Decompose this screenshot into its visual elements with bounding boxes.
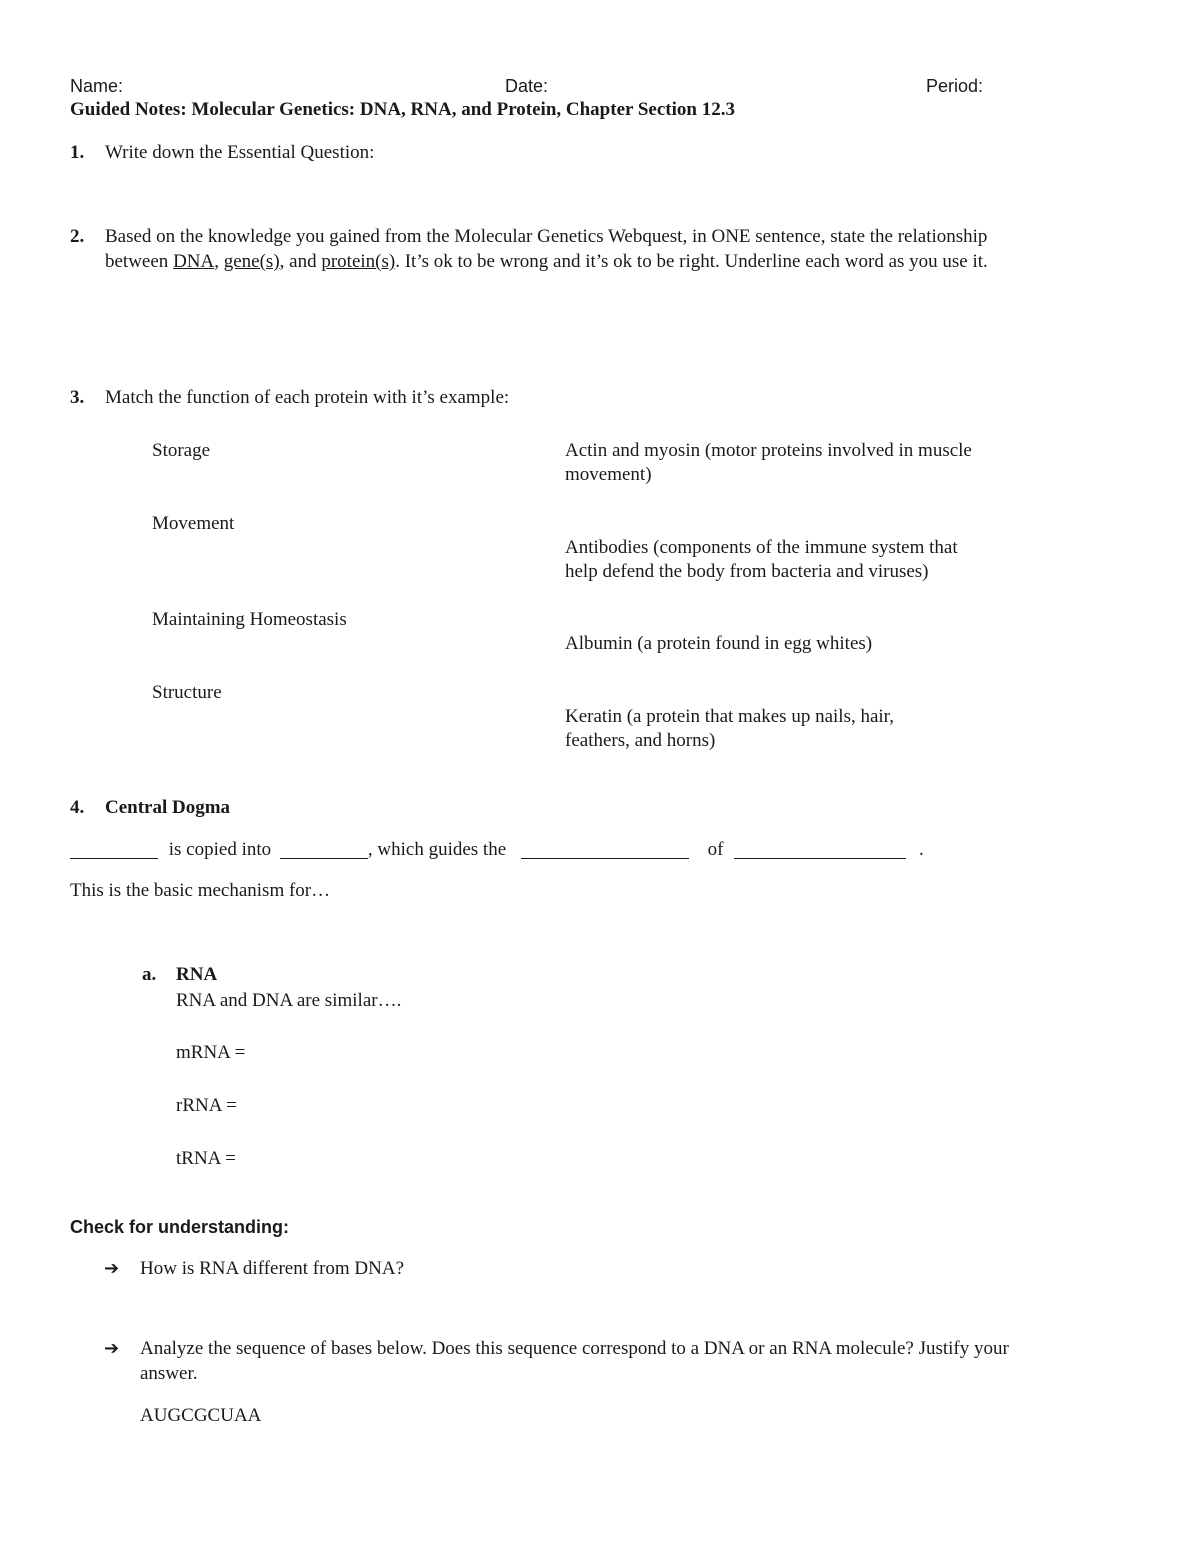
date-label: Date: — [505, 76, 549, 96]
q2-between: between — [105, 251, 174, 272]
q4-number: 4. — [70, 797, 85, 818]
rna-similar-text: RNA and DNA are similar…. — [176, 990, 402, 1011]
q2-and: , and — [279, 251, 322, 272]
q4-title: Central Dogma — [105, 797, 231, 818]
blank-1[interactable] — [70, 838, 158, 859]
blank-2[interactable] — [280, 838, 368, 859]
mechanism-text: This is the basic mechanism for… — [70, 880, 331, 901]
of-text: of — [707, 839, 724, 860]
copied-into-text: is copied into — [168, 839, 272, 860]
example-albumin: Albumin (a protein found in egg whites) — [565, 633, 873, 654]
q1-number: 1. — [70, 142, 85, 163]
q3-text: Match the function of each protein with it’s example: — [105, 387, 510, 408]
check-question-1: How is RNA different from DNA? — [140, 1258, 405, 1279]
period-label: Period: — [926, 76, 984, 96]
function-movement: Movement — [152, 513, 235, 534]
function-structure: Structure — [152, 682, 222, 703]
q2-line2 — [105, 250, 988, 274]
rrna-label: rRNA = — [176, 1095, 237, 1116]
q3-number: 3. — [70, 387, 85, 408]
q2-dna-word: DNA — [173, 251, 215, 272]
check-question-2-line2: answer. — [140, 1363, 198, 1384]
mrna-label: mRNA = — [176, 1042, 246, 1063]
function-storage: Storage — [152, 440, 211, 461]
q2-protein-word: protein(s) — [321, 251, 396, 272]
page-title: Guided Notes: Molecular Genetics: DNA, RNA, and Protein, Chapter Section 12.3 — [70, 99, 735, 120]
name-label: Name: — [70, 76, 124, 96]
q2-line1: Based on the knowledge you gained from the Molecular Genetics Webquest, in ONE sentence, state the relationship — [105, 226, 988, 247]
guides-text: , which guides the — [367, 839, 507, 860]
q2-comma: , — [214, 251, 224, 272]
sentence-period: . — [918, 839, 924, 860]
trna-label: tRNA = — [176, 1148, 236, 1169]
example-antibodies: Antibodies (components of the immune system that help defend the body from bacteria and viruses) — [565, 537, 958, 582]
rna-letter: a. — [142, 964, 157, 985]
check-question-2-line1: Analyze the sequence of bases below. Does this sequence correspond to a DNA or an RNA molecule? Justify your — [140, 1338, 1009, 1359]
blank-3[interactable] — [521, 838, 689, 859]
base-sequence: AUGCGCUAA — [140, 1405, 262, 1426]
example-keratin: Keratin (a protein that makes up nails, hair, feathers, and horns) — [565, 706, 894, 751]
arrow-right-icon: ➔ — [104, 1258, 120, 1279]
function-homeostasis: Maintaining Homeostasis — [152, 609, 347, 630]
q2-rest: . It’s ok to be wrong and it’s ok to be right. Underline each word as you use it. — [395, 251, 988, 272]
check-title: Check for understanding: — [70, 1217, 290, 1237]
example-actin-myosin: Actin and myosin (motor proteins involved in muscle movement) — [565, 440, 972, 485]
q2-gene-word: gene(s) — [223, 251, 280, 272]
q1-text: Write down the Essential Question: — [105, 142, 375, 163]
central-dogma-sentence — [70, 838, 924, 862]
q2-number: 2. — [70, 226, 85, 247]
blank-4[interactable] — [734, 838, 906, 859]
arrow-right-icon: ➔ — [104, 1338, 120, 1359]
rna-title: RNA — [176, 964, 218, 985]
